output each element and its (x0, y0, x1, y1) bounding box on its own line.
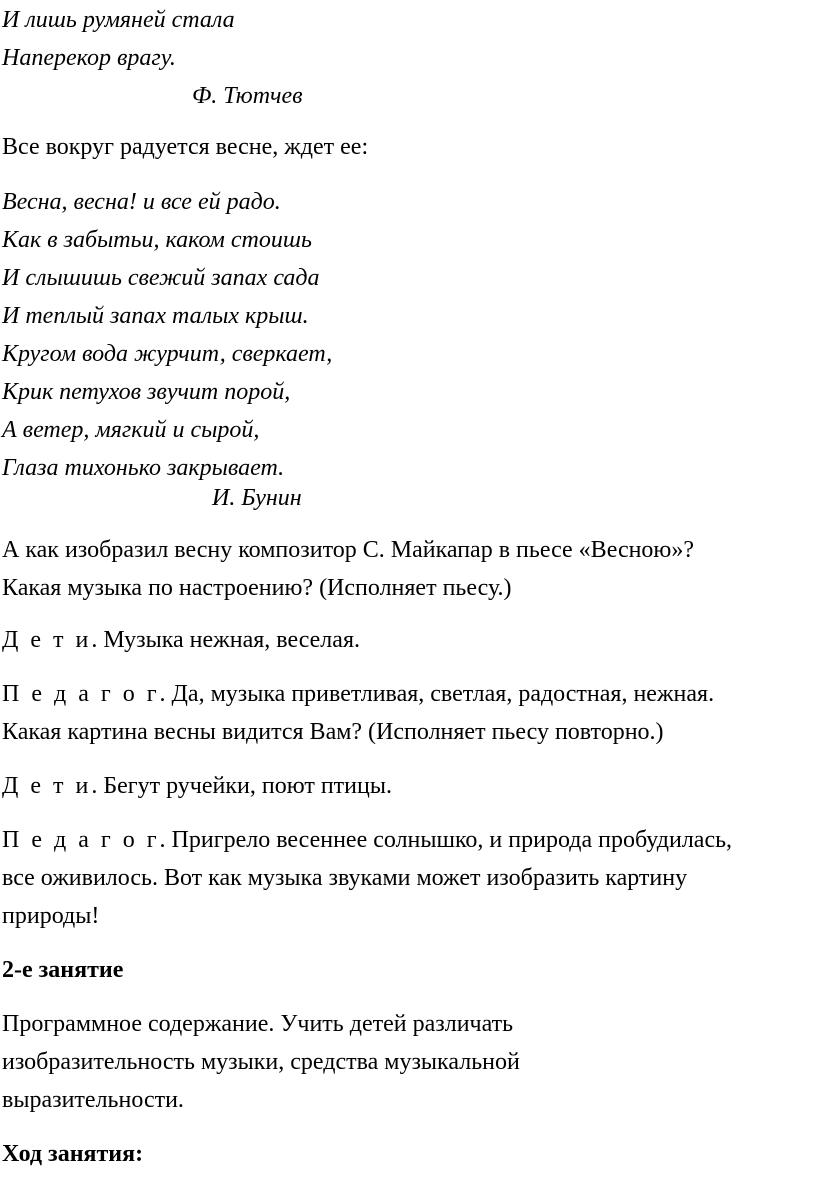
poem2-line: Кругом вода журчит, сверкает, (2, 341, 333, 367)
speaker-label: Д е т и (2, 627, 92, 653)
paragraph-line: все оживилось. Вот как музыка звуками может изобразить картину (2, 865, 688, 891)
poem1-author: Ф. Тютчев (192, 83, 303, 109)
poem2-line: Как в забытьи, каком стоишь (2, 227, 312, 253)
poem2-author: И. Бунин (212, 485, 302, 511)
lesson-heading: 2-е занятие (2, 957, 124, 983)
poem1-line: И лишь румяней стала (2, 7, 235, 33)
poem2-line: И слышишь свежий запах сада (2, 265, 320, 291)
teacher-reply (2, 826, 732, 854)
children-reply (2, 772, 392, 800)
paragraph-line: А как изобразил весну композитор С. Майкапар в пьесе «Весною»? (2, 537, 695, 563)
intro-paragraph: Все вокруг радуется весне, ждет ее: (2, 134, 369, 160)
course-heading: Ход занятия: (2, 1141, 144, 1167)
reply-text: . Бегут ручейки, поют птицы. (91, 773, 392, 799)
reply-text: . Пригрело весеннее солнышко, и природа пробудилась, (159, 827, 733, 853)
paragraph-line: Программное содержание. Учить детей различать (2, 1011, 514, 1037)
reply-text: . Музыка нежная, веселая. (91, 627, 360, 653)
paragraph-line: Какая картина весны видится Вам? (Исполняет пьесу повторно.) (2, 719, 664, 745)
poem2-line: И теплый запах талых крыш. (2, 303, 309, 329)
poem2-line: Весна, весна! и все ей радо. (2, 189, 281, 215)
children-reply (2, 626, 360, 654)
paragraph-line: Какая музыка по настроению? (Исполняет пьесу.) (2, 575, 512, 601)
speaker-label: П е д а г о г (2, 681, 160, 707)
paragraph-line: выразительности. (2, 1087, 184, 1113)
poem1-line: Наперекор врагу. (2, 45, 176, 71)
reply-text: . Да, музыка приветливая, светлая, радостная, нежная. (159, 681, 715, 707)
teacher-reply (2, 680, 714, 708)
poem2-line: Глаза тихонько закрывает. (2, 455, 285, 481)
poem2-line: А ветер, мягкий и сырой, (2, 417, 260, 443)
poem2-line: Крик петухов звучит порой, (2, 379, 291, 405)
speaker-label: Д е т и (2, 773, 92, 799)
speaker-label: П е д а г о г (2, 827, 160, 853)
paragraph-line: природы! (2, 903, 100, 929)
paragraph-line: изобразительность музыки, средства музыкальной (2, 1049, 520, 1075)
